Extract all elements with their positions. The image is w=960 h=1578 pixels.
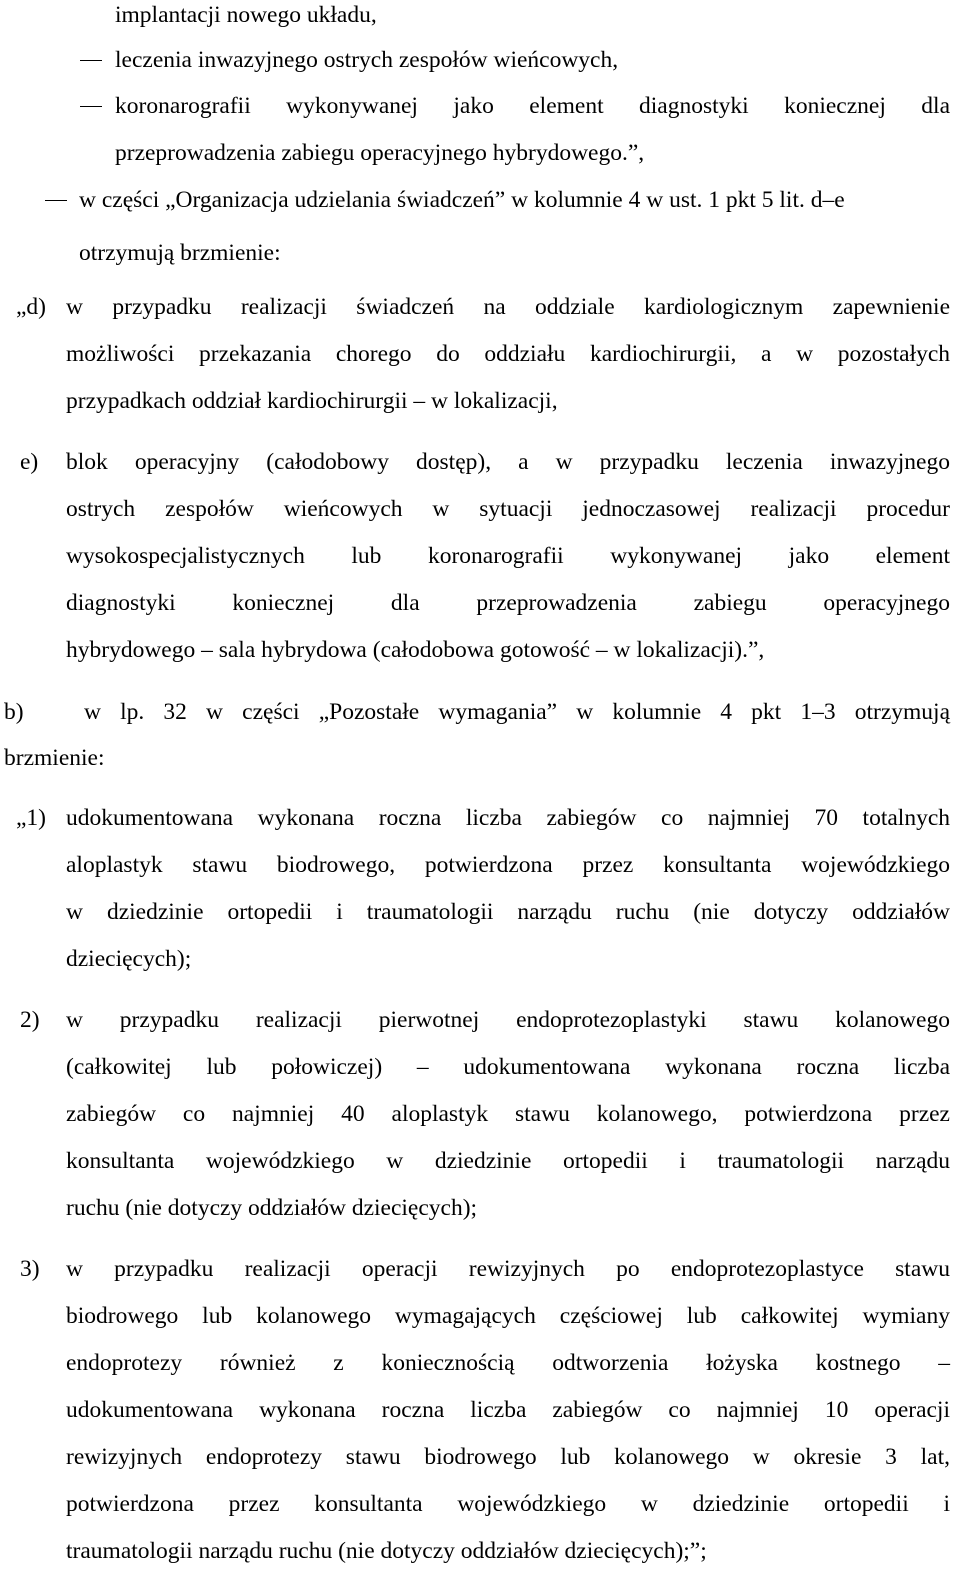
dash-bullet (45, 200, 67, 201)
point-3-text: w przypadku realizacji operacji rewizyjnych po endoprotezoplastyce stawu (66, 1256, 950, 1282)
amendment-text: w części „Organizacja udzielania świadczeń” w kolumnie 4 w ust. 1 pkt 5 lit. d–e (79, 187, 845, 213)
point-1-text: udokumentowana wykonana roczna liczba zabiegów co najmniej 70 totalnych (66, 805, 950, 831)
point-2-text: konsultanta wojewódzkiego w dziedzinie ortopedii i traumatologii narządu (66, 1148, 950, 1174)
list-item: leczenia inwazyjnego ostrych zespołów wieńcowych, (115, 47, 619, 73)
item-label-e: e) (20, 449, 39, 475)
amendment-text-continuation: otrzymują brzmienie: (79, 240, 281, 266)
point-3-text: rewizyjnych endoprotezy stawu biodrowego lub kolanowego w okresie 3 lat, (66, 1444, 950, 1470)
list-item: koronarografii wykonywanej jako element diagnostyki koniecznej dla (115, 93, 950, 119)
item-d-text: możliwości przekazania chorego do oddziału kardiochirurgii, a w pozostałych (66, 341, 950, 367)
item-d-text: w przypadku realizacji świadczeń na oddziale kardiologicznym zapewnienie (66, 294, 950, 320)
dash-bullet (80, 60, 102, 61)
point-2-text: zabiegów co najmniej 40 aloplastyk stawu kolanowego, potwierdzona przez (66, 1101, 950, 1127)
item-d-text: przypadkach oddział kardiochirurgii – w lokalizacji, (66, 388, 558, 414)
item-label-b: b) (4, 699, 24, 725)
point-3-text: udokumentowana wykonana roczna liczba zabiegów co najmniej 10 operacji (66, 1397, 950, 1423)
point-3-text: endoprotezy również z koniecznością odtworzenia łożyska kostnego – (66, 1350, 950, 1376)
point-1-text: w dziedzinie ortopedii i traumatologii narządu ruchu (nie dotyczy oddziałów (66, 899, 950, 925)
dash-bullet (80, 106, 102, 107)
item-e-text: wysokospecjalistycznych lub koronarografii wykonywanej jako element (66, 543, 950, 569)
continuation-line: implantacji nowego układu, (115, 2, 377, 28)
item-e-text: ostrych zespołów wieńcowych w sytuacji jednoczasowej realizacji procedur (66, 496, 950, 522)
list-item-continuation: przeprowadzenia zabiegu operacyjnego hybrydowego.”, (115, 140, 645, 166)
item-b-text: w lp. 32 w części „Pozostałe wymagania” w kolumnie 4 pkt 1–3 otrzymują (84, 699, 950, 725)
point-2-text: (całkowitej lub połowiczej) – udokumentowana wykonana roczna liczba (66, 1054, 950, 1080)
point-2-text: ruchu (nie dotyczy oddziałów dziecięcych); (66, 1195, 478, 1221)
item-e-text: hybrydowego – sala hybrydowa (całodobowa gotowość – w lokalizacji).”, (66, 637, 765, 663)
point-1-text: dziecięcych); (66, 946, 192, 972)
point-3-text: traumatologii narządu ruchu (nie dotyczy oddziałów dziecięcych);”; (66, 1538, 707, 1564)
item-label-d: „d) (16, 294, 47, 320)
point-label-3: 3) (20, 1256, 40, 1282)
point-label-2: 2) (20, 1007, 40, 1033)
point-2-text: w przypadku realizacji pierwotnej endoprotezoplastyki stawu kolanowego (66, 1007, 950, 1033)
item-e-text: blok operacyjny (całodobowy dostęp), a w przypadku leczenia inwazyjnego (66, 449, 950, 475)
point-label-1: „1) (16, 805, 47, 831)
point-1-text: aloplastyk stawu biodrowego, potwierdzona przez konsultanta wojewódzkiego (66, 852, 950, 878)
item-e-text: diagnostyki koniecznej dla przeprowadzenia zabiegu operacyjnego (66, 590, 950, 616)
point-3-text: biodrowego lub kolanowego wymagających częściowej lub całkowitej wymiany (66, 1303, 950, 1329)
item-b-text: brzmienie: (4, 745, 105, 771)
point-3-text: potwierdzona przez konsultanta wojewódzkiego w dziedzinie ortopedii i (66, 1491, 950, 1517)
